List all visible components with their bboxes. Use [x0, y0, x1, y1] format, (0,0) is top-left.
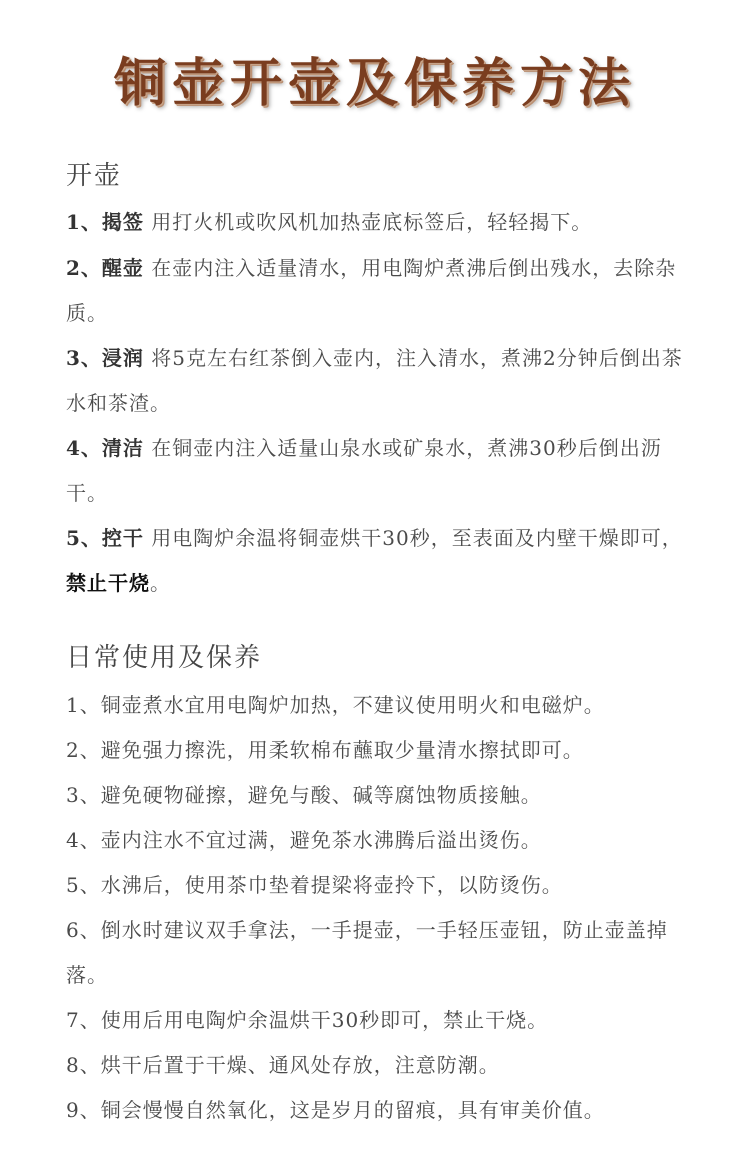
step-text: 在铜壶内注入适量山泉水或矿泉水，煮沸30秒后倒出沥干。: [66, 436, 662, 505]
step-text: 在壶内注入适量清水，用电陶炉煮沸后倒出残水，去除杂质。: [66, 256, 677, 325]
step-number: 2、: [66, 256, 102, 280]
opening-step: [66, 200, 692, 245]
step-name: 控干: [101, 526, 144, 550]
page-title: 铜壶开壶及保养方法: [113, 53, 636, 114]
opening-step: [66, 516, 692, 606]
step-number: 3、: [66, 346, 102, 370]
section-heading-opening: 开壶: [66, 161, 123, 191]
step-name: 揭签: [101, 210, 144, 234]
opening-step: [66, 336, 692, 426]
step-number: 4、: [66, 436, 102, 460]
care-item: 2、避免强力擦洗，用柔软棉布蘸取少量清水擦拭即可。: [66, 738, 584, 762]
step-name: 醒壶: [101, 256, 144, 280]
step-end: 。: [150, 571, 171, 595]
step-text: 将5克左右红茶倒入壶内，注入清水，煮沸2分钟后倒出茶水和茶渣。: [66, 346, 683, 415]
care-item: 1、铜壶煮水宜用电陶炉加热，不建议使用明火和电磁炉。: [66, 693, 605, 717]
step-name: 浸润: [101, 346, 144, 370]
step-text: 用打火机或吹风机加热壶底标签后，轻轻揭下。: [143, 210, 593, 234]
opening-step: [66, 426, 692, 516]
care-item: 6、倒水时建议双手拿法，一手提壶，一手轻压壶钮，防止壶盖掉落。: [66, 918, 668, 987]
warning-text: 禁止干烧: [66, 571, 150, 595]
care-item: 9、铜会慢慢自然氧化，这是岁月的留痕，具有审美价值。: [66, 1098, 605, 1122]
step-number: 1、: [66, 210, 102, 234]
care-item: 8、烘干后置于干燥、通风处存放，注意防潮。: [66, 1053, 500, 1077]
care-item: 3、避免硬物碰擦，避免与酸、碱等腐蚀物质接触。: [66, 783, 542, 807]
care-item: 4、壶内注水不宜过满，避免茶水沸腾后溢出烫伤。: [66, 828, 542, 852]
opening-step: [66, 246, 692, 336]
step-number: 5、: [66, 526, 102, 550]
section-heading-daily: 日常使用及保养: [66, 643, 263, 673]
step-text: 用电陶炉余温将铜壶烘干30秒，至表面及内壁干燥即可，: [143, 526, 683, 550]
care-item: 5、水沸后，使用茶巾垫着提梁将壶拎下，以防烫伤。: [66, 873, 563, 897]
step-name: 清洁: [101, 436, 144, 460]
care-item: 7、使用后用电陶炉余温烘干30秒即可，禁止干烧。: [66, 1008, 549, 1032]
